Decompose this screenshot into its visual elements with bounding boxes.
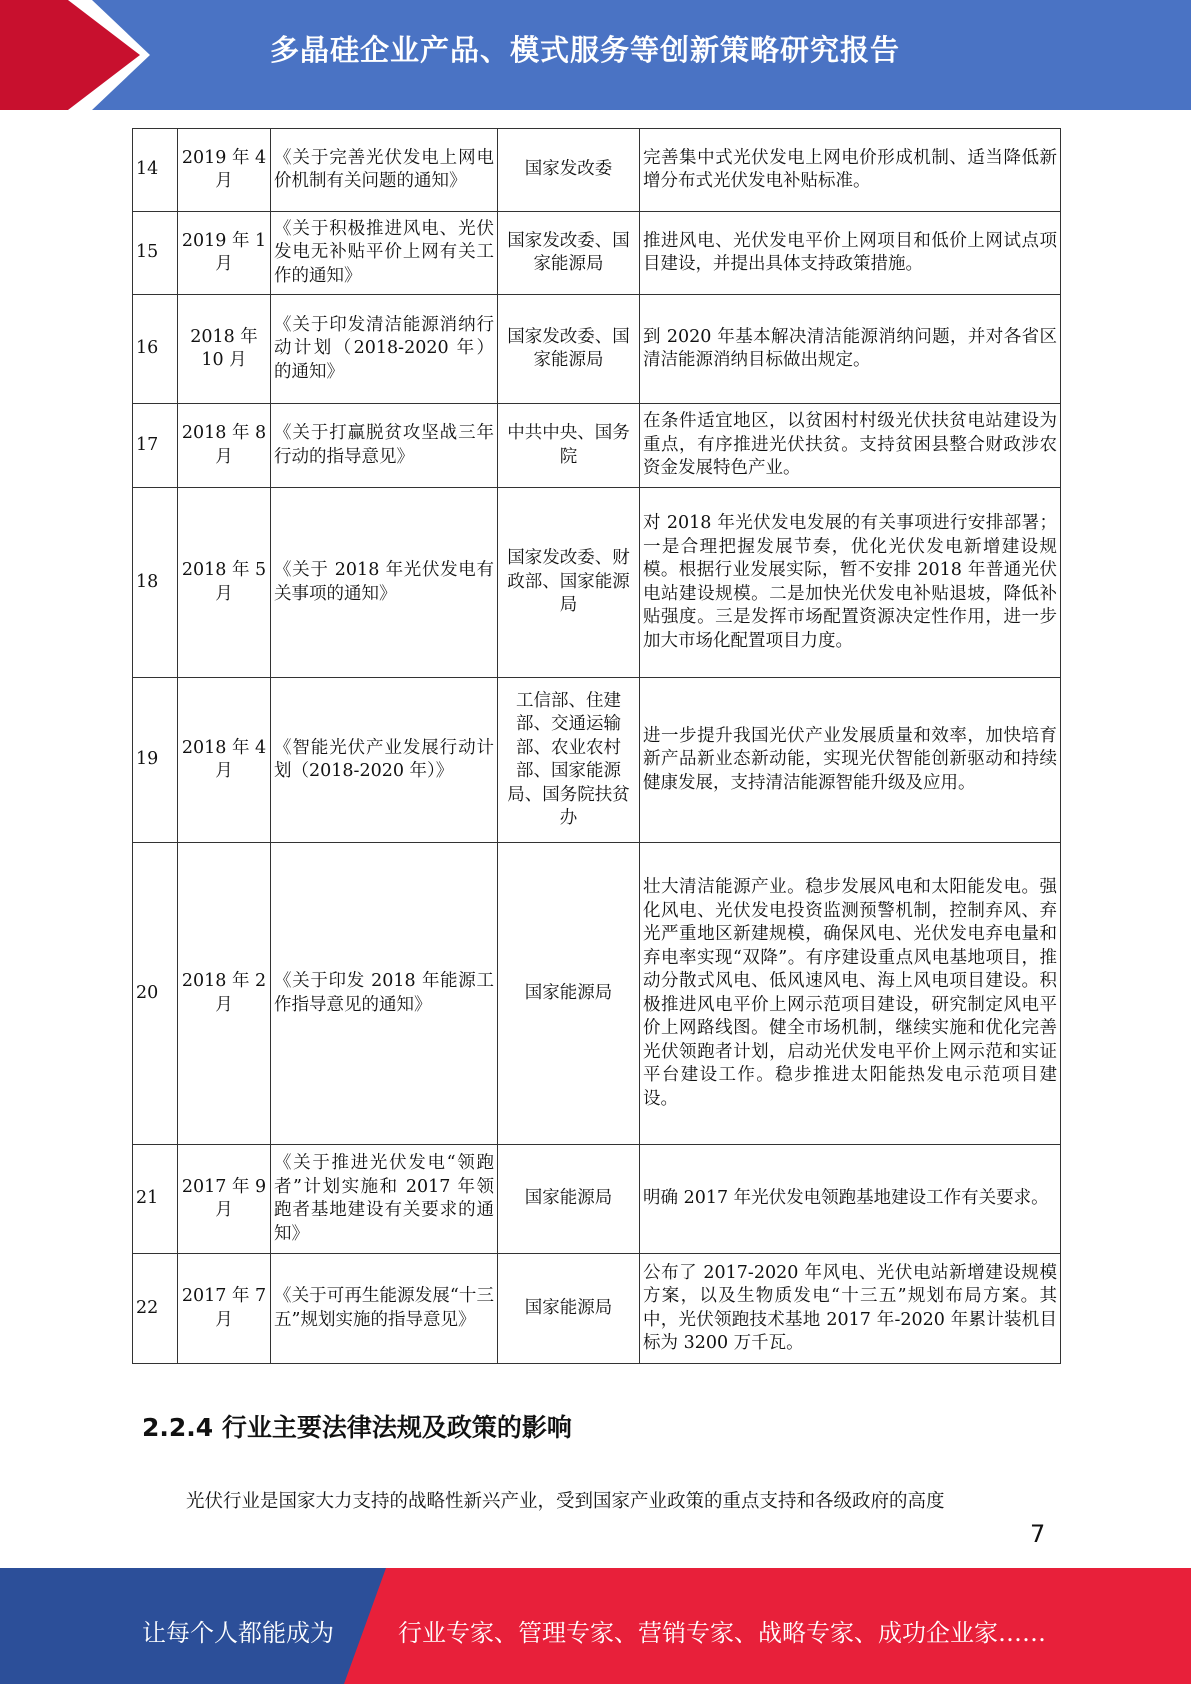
row-number: 14 — [133, 129, 178, 212]
row-date: 2018 年 10 月 — [178, 295, 271, 404]
body-paragraph: 光伏行业是国家大力支持的战略性新兴产业，受到国家产业政策的重点支持和各级政府的高度 — [186, 1491, 945, 1512]
row-content: 对 2018 年光伏发电发展的有关事项进行安排部署；一是合理把握发展节奏，优化光伏发电新增建设规模。根据行业发展实际，暂不安排 2018 年普通光伏电站建设规模。二是加快光伏发电补贴退坡，降低补贴强度。三是发挥市场配置资源决定性作用，进一步加大市场化配置项目力度。 — [640, 488, 1061, 678]
row-document: 《关于打赢脱贫攻坚战三年行动的指导意见》 — [271, 404, 498, 488]
row-document: 《关于可再生能源发展“十三五”规划实施的指导意见》 — [271, 1254, 498, 1364]
row-issuer: 国家发改委 — [498, 129, 640, 212]
row-content: 完善集中式光伏发电上网电价形成机制、适当降低新增分布式光伏发电补贴标准。 — [640, 129, 1061, 212]
row-number: 15 — [133, 212, 178, 295]
footer-slogan-right: 行业专家、管理专家、营销专家、战略专家、成功企业家…… — [398, 1619, 1046, 1647]
table-row — [133, 129, 1061, 212]
row-document: 《关于完善光伏发电上网电价机制有关问题的通知》 — [271, 129, 498, 212]
row-document: 《关于 2018 年光伏发电有关事项的通知》 — [271, 488, 498, 678]
row-issuer: 国家发改委、国家能源局 — [498, 295, 640, 404]
row-number: 17 — [133, 404, 178, 488]
header-red-chevron — [0, 0, 150, 110]
row-date: 2017 年 9 月 — [178, 1145, 271, 1254]
row-number: 19 — [133, 678, 178, 843]
table-row — [133, 843, 1061, 1145]
row-date: 2018 年 2 月 — [178, 843, 271, 1145]
table-row — [133, 295, 1061, 404]
row-issuer: 国家能源局 — [498, 1145, 640, 1254]
table-row — [133, 1254, 1061, 1364]
row-date: 2018 年 5 月 — [178, 488, 271, 678]
row-date: 2018 年 4 月 — [178, 678, 271, 843]
row-document: 《关于印发 2018 年能源工作指导意见的通知》 — [271, 843, 498, 1145]
footer-slogan-left: 让每个人都能成为 — [142, 1619, 334, 1647]
row-content: 公布了 2017-2020 年风电、光伏电站新增建设规模方案，以及生物质发电“十三五”规划布局方案。其中，光伏领跑技术基地 2017 年-2020 年累计装机目标为 3200 万千瓦。 — [640, 1254, 1061, 1364]
page-footer — [0, 1568, 1191, 1684]
row-content: 进一步提升我国光伏产业发展质量和效率，加快培育新产品新业态新动能，实现光伏智能创新驱动和持续健康发展，支持清洁能源智能升级及应用。 — [640, 678, 1061, 843]
report-title: 多晶硅企业产品、模式服务等创新策略研究报告 — [270, 33, 901, 67]
page-header — [0, 0, 1191, 110]
table-row — [133, 404, 1061, 488]
row-issuer: 工信部、住建部、交通运输部、农业农村部、国家能源局、国务院扶贫办 — [498, 678, 640, 843]
row-issuer: 国家发改委、国家能源局 — [498, 212, 640, 295]
row-content: 到 2020 年基本解决清洁能源消纳问题，并对各省区清洁能源消纳目标做出规定。 — [640, 295, 1061, 404]
row-number: 20 — [133, 843, 178, 1145]
row-number: 16 — [133, 295, 178, 404]
row-content: 壮大清洁能源产业。稳步发展风电和太阳能发电。强化风电、光伏发电投资监测预警机制，控制弃风、弃光严重地区新建规模，确保风电、光伏发电弃电量和弃电率实现“双降”。有序建设重点风电基地项目，推动分散式风电、低风速风电、海上风电项目建设。积极推进风电平价上网示范项目建设，研究制定风电平价上网路线图。健全市场机制，继续实施和优化完善光伏领跑者计划，启动光伏发电平价上网示范和实证平台建设工作。稳步推进太阳能热发电示范项目建设。 — [640, 843, 1061, 1145]
table-row — [133, 212, 1061, 295]
policy-table — [132, 128, 1061, 1364]
row-content: 明确 2017 年光伏发电领跑基地建设工作有关要求。 — [640, 1145, 1061, 1254]
row-date: 2019 年 1 月 — [178, 212, 271, 295]
row-date: 2017 年 7 月 — [178, 1254, 271, 1364]
row-document: 《关于推进光伏发电“领跑者”计划实施和 2017 年领跑者基地建设有关要求的通知》 — [271, 1145, 498, 1254]
row-issuer: 国家能源局 — [498, 843, 640, 1145]
row-issuer: 中共中央、国务院 — [498, 404, 640, 488]
row-issuer: 国家发改委、财政部、国家能源局 — [498, 488, 640, 678]
row-issuer: 国家能源局 — [498, 1254, 640, 1364]
row-date: 2019 年 4 月 — [178, 129, 271, 212]
page-number: 7 — [1030, 1520, 1046, 1548]
row-number: 22 — [133, 1254, 178, 1364]
table-row — [133, 488, 1061, 678]
table-row — [133, 678, 1061, 843]
row-document: 《智能光伏产业发展行动计划（2018-2020 年）》 — [271, 678, 498, 843]
row-content: 在条件适宜地区，以贫困村村级光伏扶贫电站建设为重点，有序推进光伏扶贫。支持贫困县整合财政涉农资金发展特色产业。 — [640, 404, 1061, 488]
row-date: 2018 年 8 月 — [178, 404, 271, 488]
row-number: 21 — [133, 1145, 178, 1254]
row-document: 《关于印发清洁能源消纳行动计划（2018-2020 年）的通知》 — [271, 295, 498, 404]
row-document: 《关于积极推进风电、光伏发电无补贴平价上网有关工作的通知》 — [271, 212, 498, 295]
table-row — [133, 1145, 1061, 1254]
row-content: 推进风电、光伏发电平价上网项目和低价上网试点项目建设，并提出具体支持政策措施。 — [640, 212, 1061, 295]
row-number: 18 — [133, 488, 178, 678]
section-heading: 2.2.4 行业主要法律法规及政策的影响 — [142, 1413, 572, 1442]
